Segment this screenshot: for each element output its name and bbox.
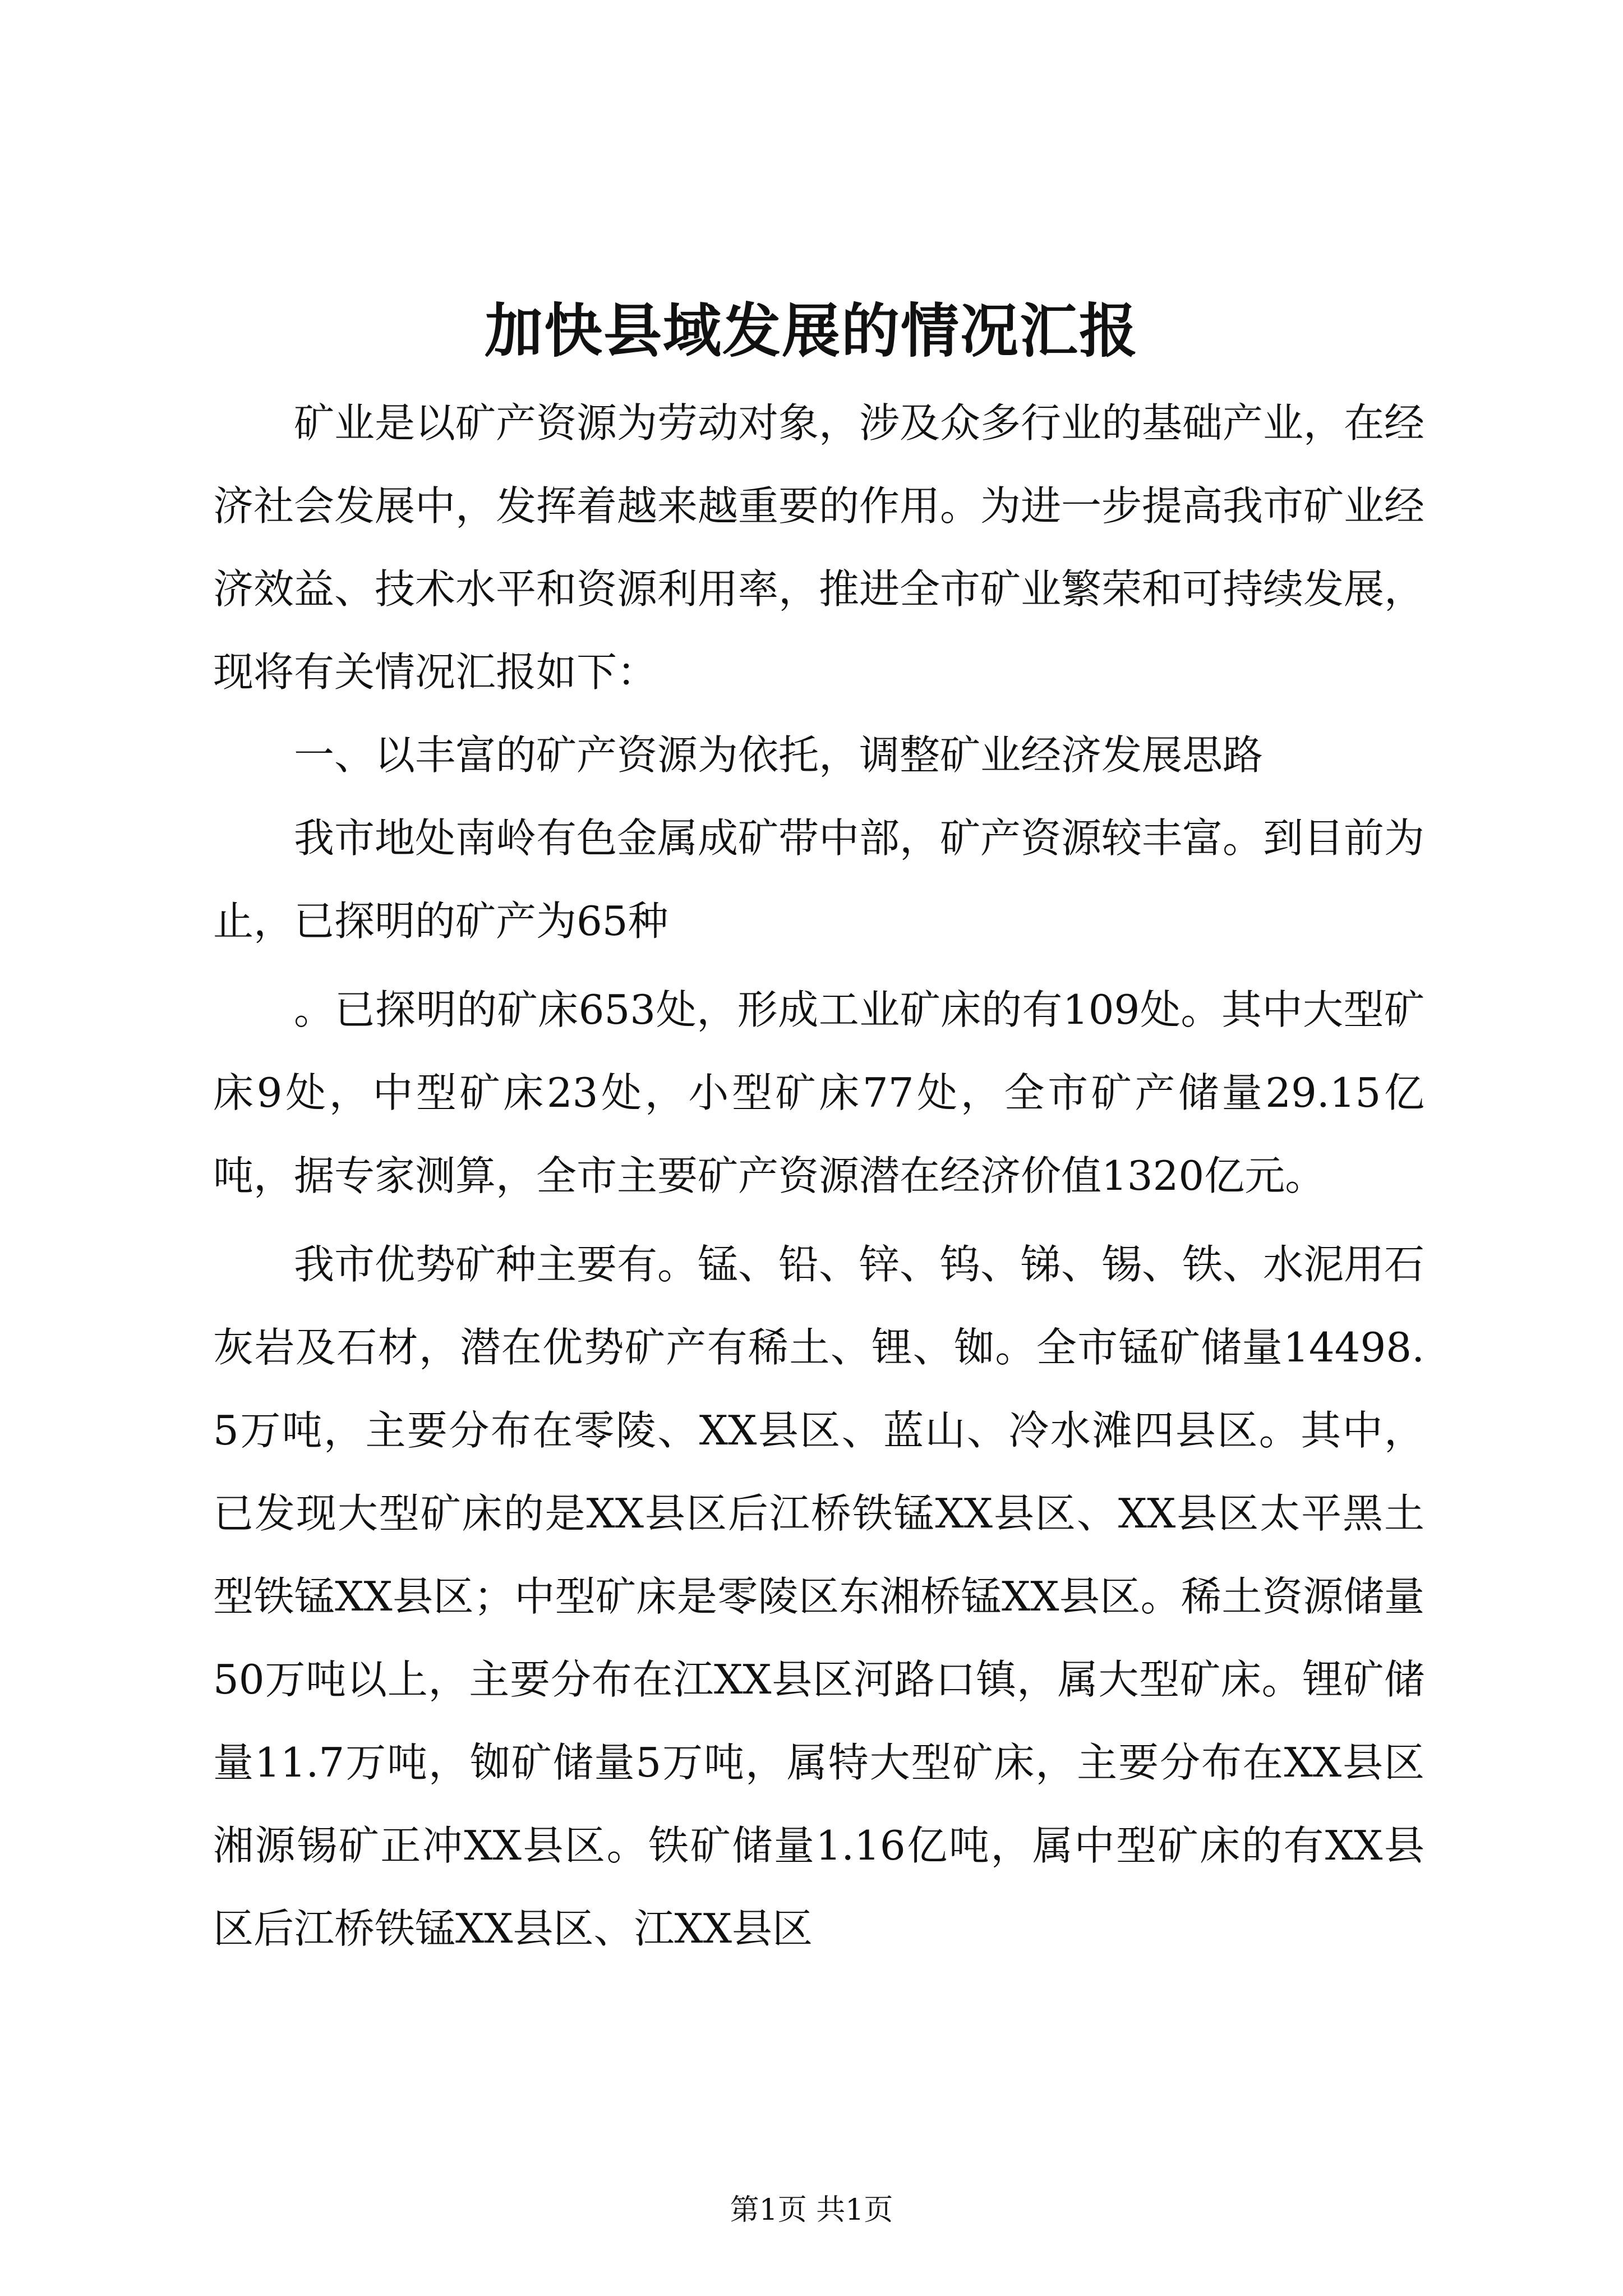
page-footer: 第1页 共1页 [730, 2193, 893, 2227]
paragraph-intro: 矿业是以矿产资源为劳动对象，涉及众多行业的基础产业，在经济社会发展中，发挥着越来越重要的作用。为进一步提高我市矿业经济效益、技术水平和资源利用率，推进全市矿业繁荣和可持续发展，现将有关情况汇报如下： [213, 399, 1425, 696]
paragraph-minerals: 我市优势矿种主要有。锰、铅、锌、钨、锑、锡、铁、水泥用石灰岩及石材，潜在优势矿产有稀土、锂、铷。全市锰矿储量14498.5万吨，主要分布在零陵、XX县区、蓝山、冷水滩四县区。其中，已发现大型矿床的是XX县区后江桥铁锰XX县区、XX县区太平黑土型铁锰XX县区；中型矿床是零陵区东湘桥锰XX县区。稀土资源储量50万吨以上，主要分布在江XX县区河路口镇，属大型矿床。锂矿储量11.7万吨，铷矿储量5万吨，属特大型矿床，主要分布在XX县区湘源锡矿正冲XX县区。铁矿储量1.16亿吨，属中型矿床的有XX县区后江桥铁锰XX县区、江XX县区 [213, 1241, 1425, 1952]
paragraph-deposits: 。已探明的矿床653处，形成工业矿床的有109处。其中大型矿床9处，中型矿床23处，小型矿床77处，全市矿产储量29.15亿吨，据专家测算，全市主要矿产资源潜在经济价值1320亿元。 [213, 986, 1424, 1199]
paragraph-location: 我市地处南岭有色金属成矿带中部，矿产资源较丰富。到目前为止，已探明的矿产为65种 [213, 815, 1425, 945]
document-title: 加快县域发展的情况汇报 [484, 296, 1138, 365]
document-body [213, 381, 1424, 1970]
section-heading-1: 一、以丰富的矿产资源为依托，调整矿业经济发展思路 [294, 731, 1264, 779]
